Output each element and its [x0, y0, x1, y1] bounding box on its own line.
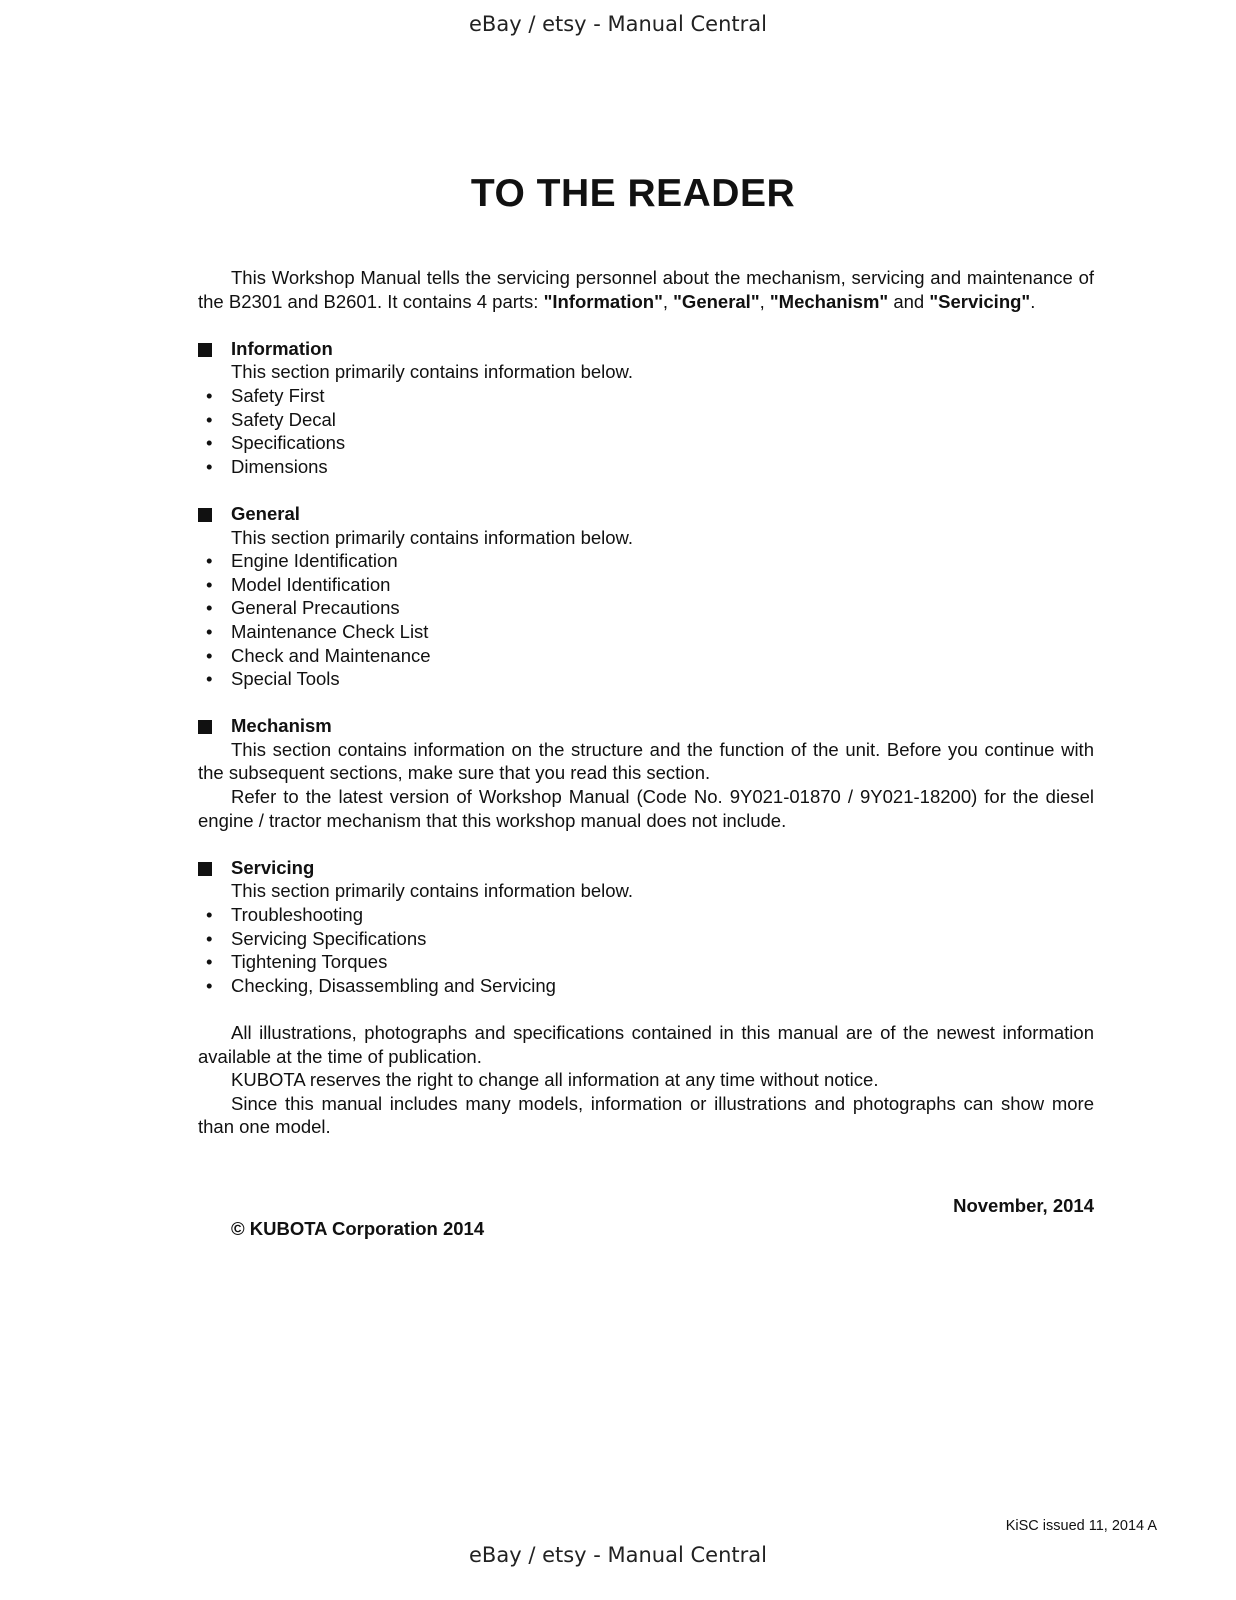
bullet-dot-icon: •	[206, 668, 213, 690]
closing-paragraph-1: All illustrations, photographs and specifications contained in this manual are of the newest information available at the time of publication.	[198, 1022, 1094, 1067]
list-item	[198, 950, 1094, 974]
list-item-text: Safety Decal	[231, 408, 336, 430]
section-intro: This section primarily contains information below.	[231, 526, 634, 548]
bullet-dot-icon: •	[206, 951, 213, 973]
bullet-dot-icon: •	[206, 974, 213, 996]
list-item	[198, 549, 1094, 573]
issue-code: KiSC issued 11, 2014 A	[1005, 1518, 1157, 1534]
list-item	[198, 573, 1094, 597]
section-heading-text: General	[231, 502, 300, 524]
list-item	[198, 644, 1094, 668]
bullet-dot-icon: •	[206, 904, 213, 926]
list-item	[198, 620, 1094, 644]
bullet-dot-icon: •	[206, 644, 213, 666]
list-item	[198, 431, 1094, 455]
intro-part-mechanism: "Mechanism"	[769, 290, 889, 312]
list-item	[198, 903, 1094, 927]
bullet-dot-icon: •	[206, 550, 213, 572]
publication-date: November, 2014	[953, 1195, 1094, 1216]
mechanism-paragraph-2: Refer to the latest version of Workshop Manual (Code No. 9Y021-01870 / 9Y021-18200) for the diesel engine / tractor mechanism that this workshop manual does not include.	[198, 786, 1094, 831]
bullet-dot-icon: •	[206, 597, 213, 619]
list-item-text: Checking, Disassembling and Servicing	[231, 974, 556, 996]
bullet-dot-icon: •	[206, 620, 213, 642]
bullet-dot-icon: •	[206, 573, 213, 595]
bullet-dot-icon: •	[206, 408, 213, 430]
square-bullet-icon	[198, 720, 212, 734]
section-heading	[198, 337, 1094, 361]
list-item	[198, 974, 1094, 998]
copyright-notice: © KUBOTA Corporation 2014	[231, 1218, 485, 1239]
bullet-dot-icon: •	[206, 927, 213, 949]
section-heading-text: Mechanism	[231, 715, 332, 737]
section-heading	[198, 502, 1094, 526]
section-heading-text: Information	[231, 337, 333, 359]
list-item	[198, 927, 1094, 951]
list-item-text: Maintenance Check List	[231, 620, 429, 642]
section-heading	[198, 856, 1094, 880]
bullet-dot-icon: •	[206, 432, 213, 454]
list-item	[198, 408, 1094, 432]
mechanism-paragraph-1: This section contains information on the structure and the function of the unit. Before you continue with the subsequent sections, make sure that you read this section.	[198, 738, 1094, 784]
list-item	[198, 667, 1094, 691]
list-item-text: Special Tools	[231, 668, 340, 690]
closing-paragraph-3: Since this manual includes many models, information or illustrations and photographs can show more than one model.	[198, 1092, 1094, 1138]
section-servicing	[198, 856, 1094, 998]
bullet-list	[198, 903, 1094, 997]
intro-part-general: "General"	[673, 290, 760, 312]
bullet-dot-icon: •	[206, 455, 213, 477]
intro-part-information: "Information"	[543, 290, 663, 312]
list-item-text: Safety First	[231, 384, 325, 406]
list-item-text: Engine Identification	[231, 550, 398, 572]
section-mechanism	[198, 714, 1094, 832]
section-heading-text: Servicing	[231, 856, 315, 878]
list-item-text: Dimensions	[231, 455, 328, 477]
intro-separator: and	[888, 290, 930, 312]
list-item-text: General Precautions	[231, 597, 400, 619]
list-item-text: Check and Maintenance	[231, 644, 431, 666]
list-item	[198, 455, 1094, 479]
bullet-list	[198, 549, 1094, 691]
watermark-bottom: eBay / etsy - Manual Central	[469, 1543, 767, 1567]
bullet-list	[198, 384, 1094, 478]
section-general	[198, 502, 1094, 691]
list-item	[198, 596, 1094, 620]
intro-paragraph	[198, 266, 1094, 313]
list-item-text: Tightening Torques	[231, 951, 388, 973]
intro-text: This Workshop Manual tells the servicing personnel about the mechanism, servicing and maintenance of the B2301 and B2601. It contains 4 parts:	[198, 267, 1094, 312]
page-title: TO THE READER	[470, 172, 796, 215]
section-intro: This section primarily contains information below.	[231, 880, 634, 902]
list-item-text: Specifications	[231, 432, 346, 454]
list-item-text: Model Identification	[231, 573, 391, 595]
bullet-dot-icon: •	[206, 384, 213, 406]
square-bullet-icon	[198, 343, 212, 357]
square-bullet-icon	[198, 862, 212, 876]
intro-separator: ,	[662, 290, 674, 312]
list-item-text: Troubleshooting	[231, 904, 363, 926]
section-information	[198, 337, 1094, 479]
watermark-top: eBay / etsy - Manual Central	[469, 12, 767, 36]
section-intro: This section primarily contains information below.	[231, 361, 634, 383]
closing-paragraph-2: KUBOTA reserves the right to change all information at any time without notice.	[231, 1069, 879, 1091]
section-heading	[198, 714, 1094, 738]
intro-separator: ,	[759, 290, 770, 312]
intro-end: .	[1030, 290, 1036, 312]
intro-part-servicing: "Servicing"	[929, 290, 1031, 312]
document-body	[198, 266, 1094, 1139]
list-item-text: Servicing Specifications	[231, 927, 427, 949]
list-item	[198, 384, 1094, 408]
square-bullet-icon	[198, 508, 212, 522]
